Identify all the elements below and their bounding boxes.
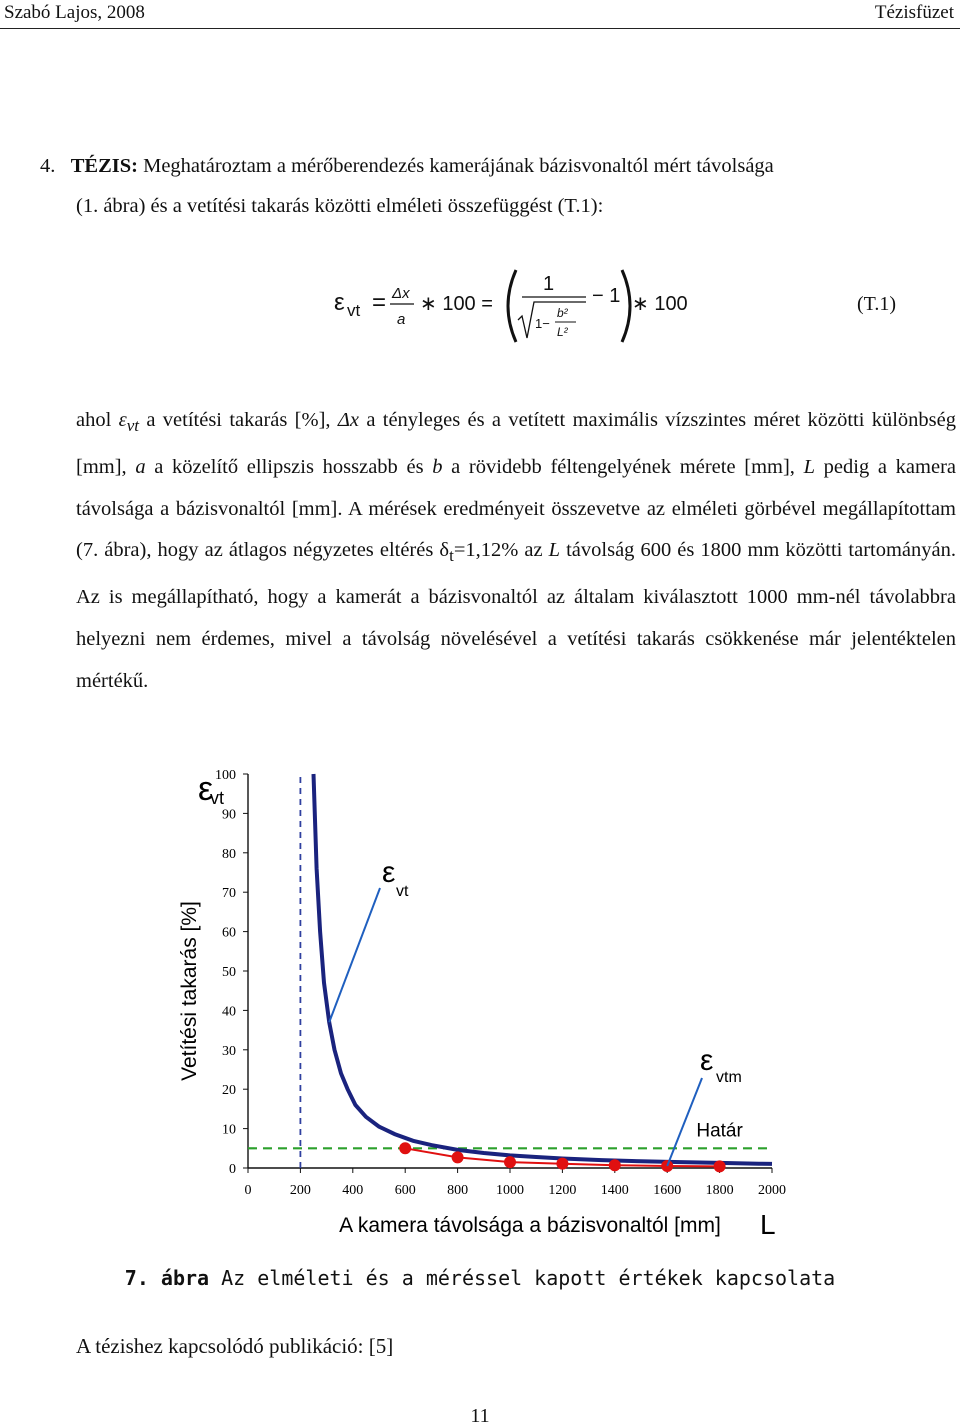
para-eps: ε	[118, 409, 127, 431]
thesis-line1: Meghatároztam a mérőberendezés kamerájának bázisvonaltól mért távolsága	[143, 155, 774, 177]
y-tick-label: 10	[222, 1122, 236, 1138]
x-tick-label: 1000	[496, 1183, 524, 1198]
x-tick-label: 600	[394, 1183, 416, 1198]
eq-b2: b²	[557, 306, 568, 320]
publication-note: A tézishez kapcsolódó publikáció: [5]	[76, 1334, 394, 1358]
measured-point	[609, 1159, 621, 1171]
para-l: L	[803, 455, 815, 478]
para-t5: a rövidebb féltengelyének mérete [mm],	[442, 455, 804, 478]
thesis-statement	[40, 146, 940, 226]
eq-times2: ∗ 100	[632, 293, 688, 315]
label-evt-sub: vt	[396, 883, 409, 900]
body-paragraph	[76, 400, 956, 703]
eq-l2: L²	[557, 325, 568, 339]
x-symbol: L	[760, 1209, 776, 1240]
y-tick-label: 60	[222, 925, 236, 941]
eq-a: a	[397, 311, 406, 328]
eq-one-minus: 1−	[535, 316, 550, 331]
page-number: 11	[470, 1405, 490, 1427]
x-tick-label: 200	[289, 1183, 311, 1198]
x-tick-label: 800	[447, 1183, 469, 1198]
para-dx: Δx	[337, 409, 360, 431]
para-t8: távolság 600 és 1800 mm közötti tartományán. Az is megállapítható, hogy a kamerát a bázisvonaltól az általam kiválasztott 1000 mm-nél távolabbra helyezni nem érdemes, mivel a távolság növelésével a vetítési takarás csökkenése már jelentéktelen mértékű.	[76, 539, 956, 692]
header-title: Tézisfüzet	[874, 2, 954, 23]
measured-point	[714, 1160, 726, 1172]
figure-chart	[160, 760, 800, 1250]
figure-caption	[0, 1266, 960, 1290]
thesis-line2: (1. ábra) és a vetítési takarás közötti elméleti összefüggést (T.1):	[76, 195, 604, 217]
theoretical-curve	[314, 774, 773, 1164]
y-axis-title: Vetítési takarás [%]	[178, 901, 201, 1081]
measured-point	[399, 1142, 411, 1154]
y-tick-label: 20	[222, 1083, 236, 1099]
x-tick-label: 1600	[653, 1183, 682, 1198]
y-tick-label: 30	[222, 1043, 236, 1059]
para-eps-sub: vt	[126, 416, 140, 436]
header-author: Szabó Lajos, 2008	[4, 2, 145, 23]
para-t3: a tényleges és a vetített maximális vízszintes méret közötti különbség [mm],	[76, 409, 956, 478]
thesis-number: 4.	[40, 155, 56, 177]
measured-point	[452, 1151, 464, 1163]
caption-text: Az elméleti és a méréssel kapott értékek kapcsolata	[209, 1266, 836, 1290]
measured-point	[661, 1160, 673, 1172]
equation-number: (T.1)	[856, 293, 896, 315]
x-tick-label: 1400	[600, 1183, 629, 1198]
y-tick-label: 70	[222, 886, 236, 902]
y-tick-label: 50	[222, 965, 236, 980]
x-tick-label: 2000	[758, 1183, 786, 1198]
y-tick-label: 100	[215, 768, 236, 783]
caption-number: 7. ábra	[124, 1266, 210, 1290]
eq-dx: Δx	[392, 285, 410, 302]
para-t1: ahol	[76, 409, 119, 431]
y-tick-label: 0	[229, 1162, 236, 1177]
annotation-arrow-evt	[329, 888, 380, 1022]
x-tick-label: 1200	[548, 1183, 577, 1198]
para-t2: a vetítési takarás [%],	[139, 409, 338, 431]
label-evtm-sub: vtm	[716, 1069, 742, 1086]
para-l2: L	[548, 539, 561, 562]
para-delta-sub: t	[449, 546, 454, 566]
x-tick-label: 1800	[705, 1183, 734, 1198]
para-t4: a közelítő ellipszis hosszabb és	[145, 455, 433, 478]
limit-label: Határ	[696, 1120, 743, 1142]
eq-eps: ε	[334, 289, 345, 316]
y-symbol: ε	[198, 770, 214, 808]
eq-eps-sub: vt	[347, 301, 361, 320]
y-tick-label: 80	[222, 846, 236, 862]
y-symbol-sub: vt	[210, 788, 225, 808]
thesis-label: TÉZIS:	[70, 155, 138, 177]
header-rule	[0, 28, 960, 29]
y-tick-label: 40	[222, 1004, 236, 1020]
measured-point	[556, 1158, 568, 1170]
measured-point	[504, 1156, 516, 1168]
y-tick-label: 90	[222, 807, 236, 823]
eq-minus1: − 1	[592, 285, 621, 307]
para-t7: =1,12% az	[453, 539, 549, 562]
para-b: b	[432, 455, 443, 478]
eq-equals: =	[372, 289, 387, 316]
label-evt: ε	[382, 856, 396, 889]
label-evtm: ε	[700, 1044, 714, 1077]
para-delta: δ	[439, 539, 450, 562]
x-axis-title: A kamera távolsága a bázisvonaltól [mm]	[339, 1214, 721, 1237]
eq-one: 1	[543, 273, 555, 295]
equation-t1	[330, 262, 710, 352]
eq-times1: ∗ 100 =	[420, 293, 493, 315]
para-a: a	[135, 455, 146, 478]
x-tick-label: 400	[342, 1183, 364, 1198]
x-tick-label: 0	[244, 1183, 252, 1198]
para-t6: pedig a kamera távolsága a bázisvonaltól [mm]. A mérések eredményeit összevetve az elméleti görbével megállapítottam (7. ábra), hogy az átlagos négyzetes eltérés	[76, 455, 956, 562]
